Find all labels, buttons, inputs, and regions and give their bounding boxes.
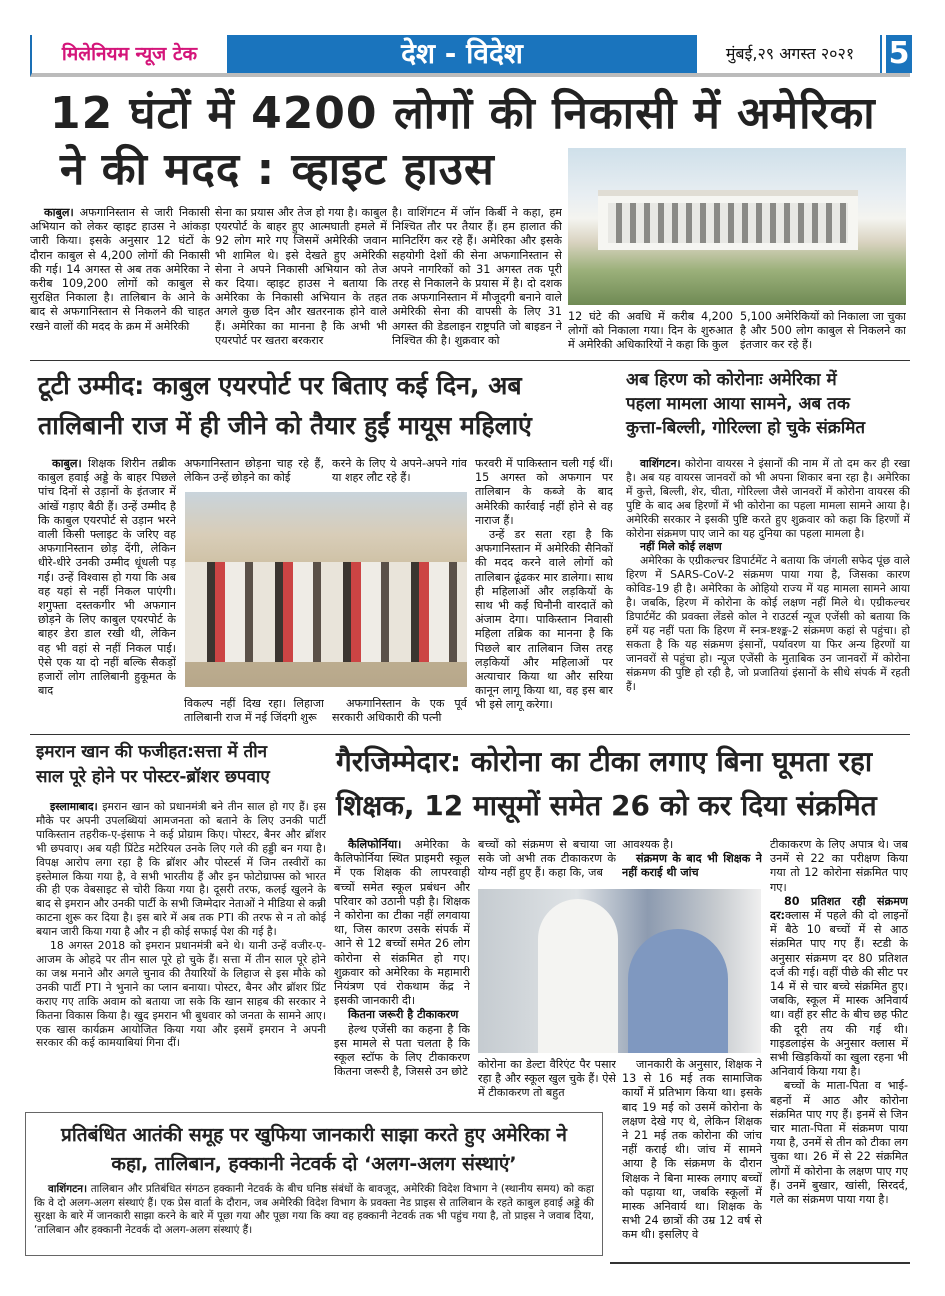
body-text: अफगानिस्तान से जारी निकासी अभियान को लेकर व्हाइट हाउस ने आंकड़ा जारी किया। इसके अनुसार 12 घंटों के दौरान काबुल से 4,200 लोगों की निकासी की गई। 14 अगस्त से अब तक अमेरिका ने करीब 109,200 लोगों को काबुल से सुरक्षित निकाला है। तालिबान के आने के बाद से अफगानिस्तान से निकलने की चाहत रखने वालों की मदद के क्रम में अमेरिकी bbox=[30, 206, 210, 333]
body-text: फरवरी में पाकिस्तान चली गई थीं। 15 अगस्त को अफगान पर तालिबान के कब्जे के बाद अमेरिकी कार्रवाई नहीं होने से वह नाराज हैं। bbox=[475, 457, 613, 527]
headline-line: गैरजिम्मेदार: कोरोना का टीका लगाए बिना घूमता रहा bbox=[336, 745, 873, 778]
story5-col2-bottom bbox=[478, 1058, 616, 1106]
section-title: देश - विदेश bbox=[227, 35, 697, 73]
story2-col3-top bbox=[332, 457, 467, 487]
body-text: अमेरिका के कैलिफोर्निया स्थित प्राइमरी स्कूल में एक शिक्षक की लापरवाही बच्चों समेत स्कूल प्रबंधन और परिवार को उठानी पड़ी है। शिक्षक ने कोरोना का टीका नहीं लगवाया था, जिस कारण उसके संपर्क में आने से 12 बच्चों समेत 26 लोग कोरोना से संक्रमित हो गए। शुक्रवार को अमेरिका के महामारी नियंत्रण एवं रोकथाम केंद्र ने इसकी जानकारी दी। bbox=[334, 838, 470, 1008]
body-text: है। वाशिंगटन में जॉन किर्बी ने कहा, हम निश्चित तौर पर तैयार हैं। हम हालात की मानिटरिंग कर रहे हैं। अमेरिका और इसके सहयोगी देशों की सेना अफगानिस्तान से अपने नागरिकों को 31 अगस्त तक पूरी तरह से निकालने के प्रयास में है। दो दशक तक अफगानिस्तान में मौजूदगी बनाने वाले अमेरिकी सेना की वापसी के लिए 31 अगस्त की डेडलाइन राष्ट्रपति जो बाइडन ने निश्चित की है। शुक्रवार को bbox=[392, 206, 562, 347]
story2-col2-bottom bbox=[184, 697, 324, 727]
story6-box bbox=[25, 1112, 603, 1256]
story1-col3 bbox=[392, 206, 562, 356]
headline-line: अब हिरण को कोरोनाः अमेरिका में bbox=[626, 370, 837, 390]
story2-col2-top bbox=[184, 457, 324, 487]
divider bbox=[610, 1262, 910, 1264]
subheading: संक्रमण के बाद भी शिक्षक ने नहीं कराई थी जांच bbox=[622, 852, 762, 880]
story2-col1 bbox=[38, 457, 176, 727]
colonnade-shape bbox=[608, 203, 848, 243]
headline-line: कहा, तालिबान, हक्कानी नेटवर्क दो ‘अलग-अलग संस्थाएं’ bbox=[111, 1153, 517, 1175]
body-text: उन्हें डर सता रहा है कि अफगानिस्तान में अमेरिकी सैनिकों की मदद करने वाले लोगों को तालिबान ढूंढकर मार डालेगा। साथ ही महिलाओं और लड़कियों के साथ भी कई घिनौनी वारदातें को अंजाम देगा। पाकिस्तान निवासी महिला तब्रिक का मानना है कि पिछले बार तालिबान जिस तरह लड़कियों और महिलाओं पर अत्याचार किया था और सरिया कानून लागू किया था, वह इस बार भी इसे लागू करेगा। bbox=[475, 528, 613, 712]
body-text: बच्चों को संक्रमण से बचाया जा सके जो अभी तक टीकाकरण के योग्य नहीं हुए हैं। कहा कि, जब bbox=[478, 838, 616, 880]
story1-col5 bbox=[740, 310, 906, 356]
story3-headline bbox=[626, 368, 926, 440]
body-text: क्लास में पहले की दो लाइनों में बैठे 10 बच्चों में से आठ संक्रमित पाए गए हैं। स्टडी के अनुसार संक्रमण दर 80 प्रतिशत दर्ज की गई। वहीं पीछे की सीट पर 14 में से चार बच्चे संक्रमित हुए। जबकि, स्कूल में मास्क अनिवार्य था। वहीं हर सीट के बीच छह फीट की दूरी तय की गई थी। गाइडलाइंस के अनुसार क्लास में सभी खिड़कियों का खुला रहना भी अनिवार्य किया गया है। bbox=[770, 909, 908, 1079]
body-text: बच्चों के माता-पिता व भाई-बहनों में आठ और कोरोना संक्रमित पाए गए हैं। इनमें से जिन चार माता-पिता में संक्रमण पाया गया है, उनमें से तीन को टीका लग चुका था। 26 में से 22 संक्रमित लोगों में कोरोना के लक्षण पाए गए हैं। उनमें बुखार, खांसी, सिरदर्द, गले का संक्रमण पाया गया है। bbox=[770, 1079, 908, 1207]
body-text: 5,100 अमेरिकियों को निकाला जा चुका है और 500 लोग काबुल से निकलने का इंतजार कर रहे हैं। bbox=[740, 310, 906, 352]
body-text: कोरोना का डेल्टा वैरिएंट पैर पसार रहा है और स्कूल खुल चुके हैं। ऐसे में टीकाकरण तो बहुत bbox=[478, 1058, 616, 1100]
headline-line: ने की मदद : व्हाइट हाउस bbox=[60, 144, 495, 195]
story5-col3-bottom bbox=[622, 1058, 762, 1258]
story2-col4 bbox=[475, 457, 613, 727]
divider bbox=[30, 360, 910, 361]
divider bbox=[30, 734, 910, 735]
body-text: विकल्प नहीं दिख रहा। लिहाजा तालिबानी राज में नई जिंदगी शुरू bbox=[184, 697, 324, 725]
dateline: इस्लामाबाद। bbox=[50, 800, 98, 813]
body-text: अमेरिका के एग्रीकल्चर डिपार्टमेंट ने बताया कि जंगली सफेद पूंछ वाले हिरण में SARS-CoV-2 संक्रमण पाया गया है, जिसका कारण कोविड-19 ही है। अमेरिका के ओहियो राज्य में यह मामला सामने आया है। जबकि, हिरण में कोरोना के कोई लक्षण नहीं मिले थे। एग्रीकल्चर डिपार्टमेंट की प्रवक्ता लेंडसे कोल ने राउटर्स न्यूज एजेंसी को बताया कि हमें यह नहीं पता कि हिरण में स्नत्र-ष्टश्ङ्क-2 संक्रमण कहां से पहुंचा। हो सकता है कि यह संक्रमण इंसानों, पर्यावरण या फिर अन्य हिरणों या जानवरों से पहुंचा हो। न्यूज एजेंसी के मुताबिक उन जानवरों में कोरोना संक्रमण की पुष्टि हो रही है, जो प्रजातियां इंसानों के सीधे संपर्क में रहती हैं। bbox=[626, 554, 910, 693]
story4-headline bbox=[36, 740, 331, 790]
story6-body bbox=[26, 1179, 602, 1255]
story1-col2 bbox=[215, 206, 387, 356]
headline-line: इमरान खान की फजीहत:सत्ता में तीन bbox=[36, 742, 268, 762]
story5-col3-top bbox=[622, 838, 762, 886]
kabul-airport-crowd-photo bbox=[185, 492, 467, 687]
covid-test-photo bbox=[478, 889, 761, 1053]
body-text: आवश्यक है। bbox=[622, 838, 674, 851]
body-text: अफगानिस्तान के एक पूर्व सरकारी अधिकारी की पत्नी bbox=[332, 697, 467, 725]
body-text: अफगानिस्तान छोड़ना चाह रहे हैं, लेकिन उन्हें छोड़ने का कोई bbox=[184, 457, 324, 485]
subheading: नहीं मिले कोई लक्षण bbox=[640, 540, 722, 554]
body-text: हेल्थ एजेंसी का कहना है कि इस मामले से पता चलता है कि स्कूल स्टॉफ के लिए टीकाकरण कितना जरूरी है, जिससे उन छोटे bbox=[334, 1022, 470, 1079]
crowd-shape bbox=[185, 562, 467, 662]
body-text: सेना का प्रयास और तेज हो गया है। काबुल एयरपोर्ट के बाहर हुए आत्मघाती हमले में 92 लोग मारे गए जिसमें अमेरिकी जवान भी शामिल थे। इसे देखते हुए अमेरिकी सेना ने अपने निकासी अभियान को तेज कर दिया। व्हाइट हाउस ने बताया कि अमेरिका के निकासी अभियान के तहत अगले कुछ दिन और खतरनाक होने वाले हैं। अमेरिका का मानना है कि अभी भी एयरपोर्ट पर खतरा बरकरार bbox=[215, 206, 387, 347]
masthead bbox=[30, 35, 910, 77]
dateline: काबुल। bbox=[52, 457, 82, 470]
headline-line: पहला मामला आया सामने, अब तक bbox=[626, 394, 850, 414]
dateline: वाशिंगटन। bbox=[48, 1183, 88, 1195]
story1-col4 bbox=[568, 310, 733, 356]
dateline: काबुल। bbox=[44, 206, 74, 219]
headline-line: प्रतिबंधित आतंकी समूह पर खुफिया जानकारी साझा करते हुए अमेरिका ने bbox=[61, 1124, 567, 1146]
story6-headline bbox=[26, 1121, 602, 1179]
headline-line: शिक्षक, 12 मासूमों समेत 26 को कर दिया संक्रमित bbox=[336, 789, 877, 822]
ppe-worker-shape bbox=[538, 899, 618, 1053]
body-text: इमरान खान को प्रधानमंत्री बने तीन साल हो गए हैं। इस मौके पर अपनी उपलब्धियां आमजनता को बताने के लिए उनकी पार्टी पाकिस्तान तहरीक-ए-इंसाफ ने कई प्रोग्राम किए। पोस्टर, बैनर और ब्रॉशर भी छपवाए। अब यही प्रिंटेड मटेरियल उनके लिए गले की हड्डी बन गया है। विपक्ष आरोप लगा रहा है कि ब्रॉशर और पोस्टर्स में जिन तस्वीरों का इस्तेमाल किया गया है, वे सभी भारतीय हैं और इन फोटोग्राफ्स को भारत की ही एक वेबसाइट से चोरी किया गया है। दूसरी तरफ, कलई खुलने के बाद से इमरान और उनकी पार्टी के सभी जिम्मेदार नेताओं ने मीडिया से कन्नी काटना शुरू कर दिया है। इस बारे में अब तक PTI की तरफ से न तो कोई बयान जारी किया गया है और न ही कोई सफाई पेश की गई है। bbox=[36, 800, 326, 939]
story3-body bbox=[626, 457, 910, 727]
body-text: जानकारी के अनुसार, शिक्षक ने 13 से 16 मई तक सामाजिक कार्यों में प्रतिभाग किया था। इसके बाद 19 मई को उसमें कोरोना के लक्षण देखे गए थे, लेकिन शिक्षक ने 21 मई तक कोरोना की जांच नहीं कराई थी। जांच में सामने आया है कि संक्रमण के दौरान शिक्षक ने बिना मास्क लगाए बच्चों को पढ़ाया था, जबकि स्कूलों में मास्क अनिवार्य था। शिक्षक के सभी 24 छात्रों की उम्र 12 वर्ष से कम थी। इसलिए वे bbox=[622, 1058, 762, 1242]
headline-line: साल पूरे होने पर पोस्टर-ब्रॉशर छपवाए bbox=[36, 767, 270, 787]
white-house-evacuation-photo bbox=[568, 148, 906, 305]
dateline: वाशिंगटन। bbox=[640, 457, 681, 470]
man-holding-child-shape bbox=[628, 929, 728, 1053]
story5-headline bbox=[336, 740, 911, 828]
subheading: कितना जरूरी है टीकाकरण bbox=[348, 1008, 459, 1022]
headline-line: 12 घंटों में 4200 लोगों की निकासी में अमेरिका bbox=[50, 88, 876, 139]
story5-col2-top bbox=[478, 838, 616, 883]
story2-col3-bottom bbox=[332, 697, 467, 727]
story1-col1 bbox=[30, 206, 210, 356]
body-text: शिक्षक शिरीन तब्रीक काबुल हवाई अड्डे के बाहर पिछले पांच दिनों से उड़ानों के इंतजार में आंखें गड़ाए बैठी हैं। उन्हें उम्मीद है कि काबुल एयरपोर्ट से उड़ान भरने वाली किसी फ्लाइट के जरिए वह अफगानिस्तान छोड़ देंगी, लेकिन धीरे-धीरे उनकी उम्मीद धूंधली पड़ गई। उन्हें विश्वास हो गया कि अब वह यहां से नहीं निकल पाएंगी। शगुफ्ता दस्तकगीर भी अफगान छोड़ने के लिए काबुल एयरपोर्ट के बाहर डेरा डाल रखी थी, लेकिन वह भी वहां से नहीं निकल पाई। ऐसे एक या दो नहीं बल्कि सैकड़ों हजारों लोग तालिबानी हुकूमत के बाद bbox=[38, 457, 176, 698]
newspaper-brand: मिलेनियम न्यूज टेक bbox=[61, 43, 198, 65]
headline-line: तालिबानी राज में ही जीने को तैयार हुईं मायूस महिलाएं bbox=[38, 411, 532, 440]
headline-line: टूटी उम्मीद: काबुल एयरपोर्ट पर बिताए कई दिन, अब bbox=[38, 371, 522, 400]
edition-date: मुंबई,२९ अगस्त २०२१ bbox=[725, 44, 855, 63]
subheading: 80 प्रतिशत रही संक्रमण दर: bbox=[770, 894, 908, 923]
body-text: तालिबान और प्रतिबंधित संगठन हक्कानी नेटवर्क के बीच घनिष्ठ संबंधों के बावजूद, अमेरिकी विदेश विभाग ने (स्थानीय समय) को कहा कि वे दो अलग-अलग संस्थाएं हैं। एक प्रेस वार्ता के दौरान, जब अमेरिकी विदेश विभाग के प्रवक्ता नेड प्राइस से तालिबान के रहते काबुल हवाई अड्डे की सुरक्षा के बारे में जानकारी साझा करने के बारे में पूछा गया और पूछा गया कि क्या वह हक्कानी नेटवर्क तक भी पहुंच गया है, तो प्राइस ने जवाब दिया, ‘तालिबान और हक्कानी नेटवर्क दो अलग-अलग संस्थाएं हैं। bbox=[34, 1183, 594, 1236]
headline-line: कुत्ता-बिल्ली, गोरिल्ला हो चुके संक्रमित bbox=[626, 418, 866, 438]
body-text: 18 अगस्त 2018 को इमरान प्रधानमंत्री बने थे। यानी उन्हें वजीर-ए-आजम के ओहदे पर तीन साल पूरे हो चुके हैं। सत्ता में तीन साल पूरे होने का जश्न मनाने और अगले चुनाव की तैयारियों के लिहाज से इस मौके को उनकी पार्टी PTI ने भुनाने का प्लान बनाया। पोस्टर, बैनर और ब्रॉशर प्रिंट कराए गए ताकि अवाम को बताया जा सके कि खान साहब की सरकार ने कितना विकास किया है। खुद इमरान भी बुधवार को जनता के सामने आए। एक खास कार्यक्रम आयोजित किया गया और इसमें इमरान ने अपनी सरकार की कई कामयाबियां गिना दीं। bbox=[36, 939, 326, 1050]
dateline: कैलिफोर्निया। bbox=[348, 838, 402, 851]
story4-body bbox=[36, 800, 326, 1100]
body-text: 12 घंटे की अवधि में करीब 4,200 लोगों को निकाला गया। दिन के शुरुआत में अमेरिकी अधिकारियों ने कहा कि कुल bbox=[568, 310, 733, 352]
story2-headline bbox=[38, 366, 613, 446]
body-text: करने के लिए ये अपने-अपने गांव या शहर लौट रहे हैं। bbox=[332, 457, 467, 485]
story5-col4 bbox=[770, 838, 908, 1258]
body-text: टीकाकरण के लिए अपात्र थे। जब उनमें से 22 का परीक्षण किया गया तो 12 कोरोना संक्रमित पाए गए। bbox=[770, 838, 908, 894]
body-text: कोरोना वायरस ने इंसानों की नाम में तो दम कर ही रखा है। अब यह वायरस जानवरों को भी अपना शिकार बना रहा है। अमेरिका में कुत्ते, बिल्ली, शेर, चीता, गोरिल्ला जैसे जानवरों में कोरोना वायरस की पुष्टि के बाद अब हिरणों में भी कोरोना का पहला मामला सामने आया है। अमेरिकी सरकार ने इसकी पुष्टि करते हुए शुक्रवार को कहा कि हिरणों में कोरोना संक्रमण पाए जाने का यह दुनिया का पहला मामला है। bbox=[626, 457, 910, 540]
page-number: 5 bbox=[882, 35, 912, 73]
story5-col1 bbox=[334, 838, 470, 1106]
